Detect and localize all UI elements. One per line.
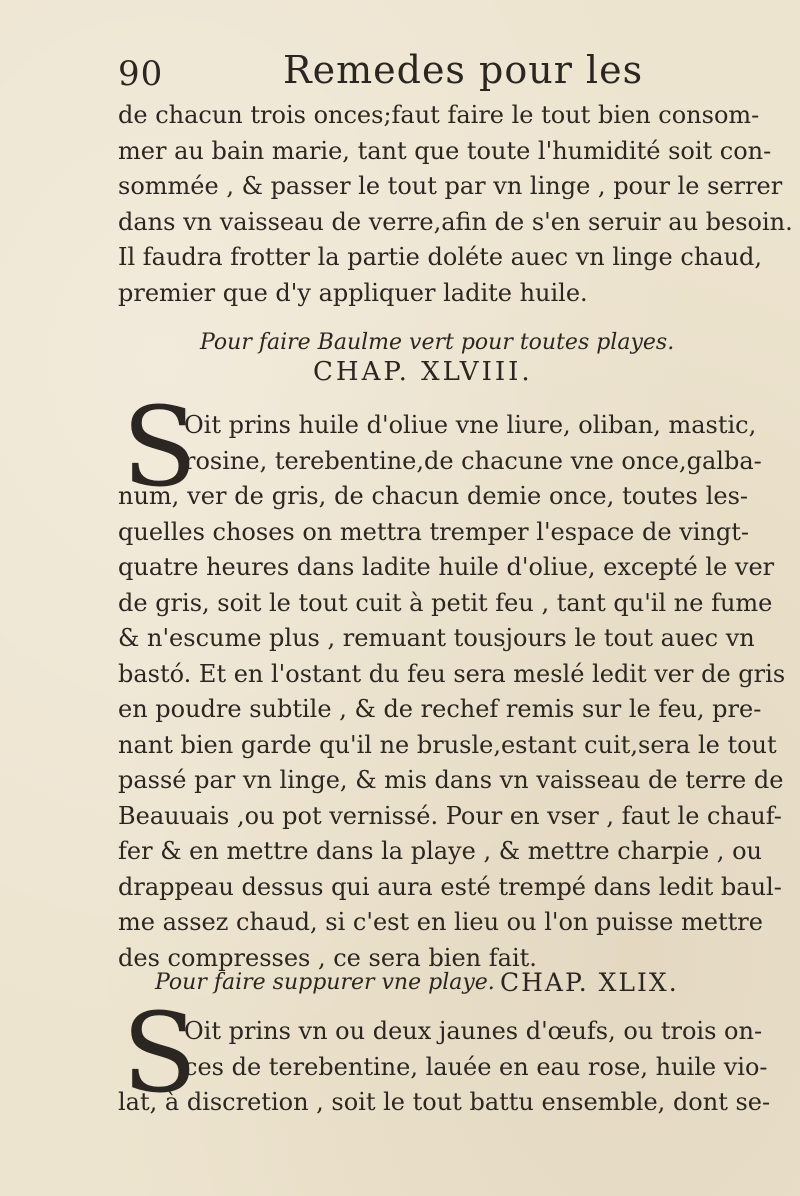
- text-line: Oit prins huile d'oliue vne liure, oliban, mastic,: [184, 411, 757, 439]
- continuation-paragraph: [118, 98, 793, 311]
- text-line: drappeau dessus qui aura esté trempé dans ledit baul-: [118, 872, 782, 901]
- chapter-number: CHAP. XLVIII.: [313, 357, 533, 387]
- text-line: en poudre subtile , & de rechef remis sur le feu, pre-: [118, 695, 762, 723]
- text-line: me assez chaud, si c'est en lieu ou l'on puisse mettre: [118, 908, 763, 936]
- chapter-number: CHAP. XLIX.: [500, 968, 679, 997]
- recipe-paragraph: [118, 408, 786, 976]
- text-line: Oit prins vn ou deux jaunes d'œufs, ou trois on-: [184, 1017, 763, 1045]
- text-line: ces de terebentine, lauée en eau rose, huile vio-: [184, 1052, 768, 1081]
- text-line: premier que d'y appliquer ladite huile.: [118, 278, 588, 307]
- page-header: [118, 48, 738, 98]
- text-line: & n'escume plus , remuant tousjours le tout auec vn: [118, 624, 755, 652]
- text-line: quatre heures dans ladite huile d'oliue, excepté le ver: [118, 553, 775, 581]
- text-line: dans vn vaisseau de verre,afin de s'en seruir au besoin.: [118, 207, 793, 236]
- section-heading: Pour faire suppurer vne playe.: [155, 970, 495, 995]
- drop-cap: S: [122, 989, 198, 1117]
- section-heading-row: [155, 970, 715, 1002]
- running-title: Remedes pour les: [283, 48, 644, 92]
- text-line: num, ver de gris, de chacun demie once, toutes les-: [118, 482, 748, 510]
- text-line: nant bien garde qu'il ne brusle,estant cuit,sera le tout: [118, 730, 777, 759]
- text-line: fer & en mettre dans la playe , & mettre charpie , ou: [118, 837, 762, 865]
- text-line: sommée , & passer le tout par vn linge , pour le serrer: [118, 172, 783, 200]
- section-heading: Pour faire Baulme vert pour toutes playes.: [200, 330, 675, 355]
- drop-cap: S: [122, 383, 198, 511]
- text-line: bastó. Et en l'ostant du feu sera meslé ledit ver de gris: [118, 659, 786, 688]
- text-line: de gris, soit le tout cuit à petit feu , tant qu'il ne fume: [118, 588, 773, 617]
- text-line: lat, à discretion , soit le tout battu ensemble, dont se-: [118, 1088, 771, 1116]
- recipe-paragraph: [118, 1014, 771, 1121]
- text-line: Beauuais ,ou pot vernissé. Pour en vser , faut le chauf-: [118, 801, 782, 830]
- text-line: passé par vn linge, & mis dans vn vaisseau de terre de: [118, 766, 784, 794]
- text-line: des compresses , ce sera bien fait.: [118, 943, 537, 972]
- text-line: Il faudra frotter la partie doléte auec vn linge chaud,: [118, 243, 763, 271]
- text-line: quelles choses on mettra tremper l'espace de vingt-: [118, 517, 750, 546]
- text-line: de chacun trois onces;faut faire le tout bien consom-: [118, 101, 760, 129]
- text-line: rosine, terebentine,de chacune vne once,galba-: [184, 446, 762, 475]
- text-line: mer au bain marie, tant que toute l'humidité soit con-: [118, 136, 772, 165]
- page-number: 90: [118, 54, 164, 94]
